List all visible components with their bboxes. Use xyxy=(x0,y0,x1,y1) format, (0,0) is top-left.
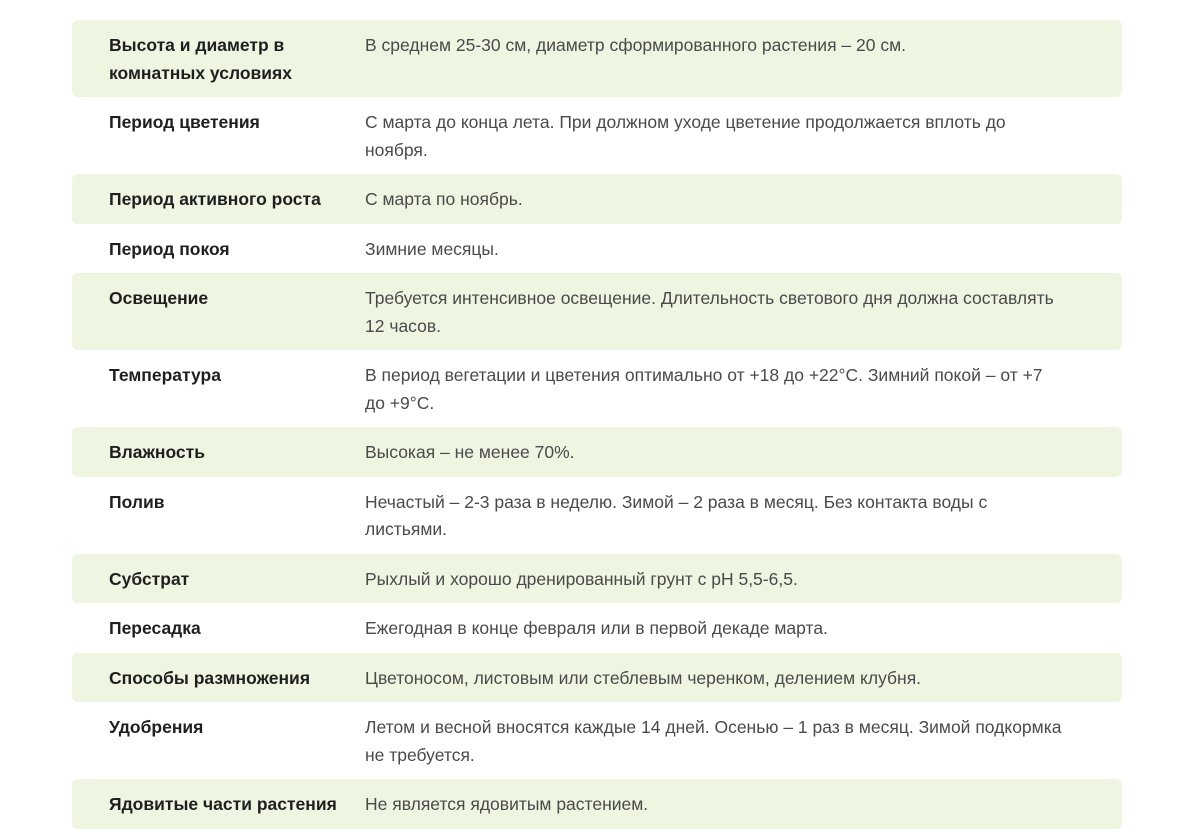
row-label xyxy=(72,32,365,87)
row-value: Требуется интенсивное освещение. Длительность светового дня должна составлять 12 часов. xyxy=(365,288,1054,336)
row-label-line: комнатных условиях xyxy=(109,62,292,83)
row-value: Рыхлый и хорошо дренированный грунт с pH 5,5-6,5. xyxy=(365,568,798,589)
row-label: Период активного роста xyxy=(109,189,321,209)
row-value: Цветоносом, листовым или стеблевым черенком, делением клубня. xyxy=(365,667,922,688)
row-label: Период покоя xyxy=(109,238,230,259)
row-label: Полив xyxy=(109,491,165,512)
table-row xyxy=(72,702,1122,779)
row-value: Высокая – не менее 70%. xyxy=(365,442,575,462)
row-value: Не является ядовитым растением. xyxy=(365,794,649,814)
table-row xyxy=(72,174,1122,224)
table-row xyxy=(72,350,1122,427)
row-label: Влажность xyxy=(109,442,205,462)
row-label-line: Высота и диаметр в xyxy=(109,35,285,55)
row-value: Зимние месяцы. xyxy=(365,238,499,259)
table-row xyxy=(72,273,1122,350)
table-row xyxy=(72,779,1122,829)
table-row xyxy=(72,427,1122,477)
table-row xyxy=(72,477,1122,554)
row-value: С марта до конца лета. При должном уходе цветение продолжается вплоть до ноября. xyxy=(365,112,1006,160)
row-label: Ядовитые части растения xyxy=(109,794,337,814)
row-value: В период вегетации и цветения оптимально от +18 до +22°С. Зимний покой – от +7 до +9°С. xyxy=(365,365,1043,413)
row-value: Ежегодная в конце февраля или в первой декаде марта. xyxy=(365,618,828,638)
table-row xyxy=(72,224,1122,274)
table-row xyxy=(72,20,1122,97)
row-label: Субстрат xyxy=(109,568,190,589)
row-label: Пересадка xyxy=(109,618,201,638)
row-label: Способы размножения xyxy=(109,667,311,688)
row-value: Нечастый – 2-3 раза в неделю. Зимой – 2 раза в месяц. Без контакта воды с листьями. xyxy=(365,491,988,539)
row-value: Летом и весной вносятся каждые 14 дней. Осенью – 1 раз в месяц. Зимой подкормка не требуется. xyxy=(365,717,1062,765)
plant-care-table xyxy=(72,20,1122,829)
row-value: С марта по ноябрь. xyxy=(365,189,523,209)
table-row xyxy=(72,603,1122,653)
table-row xyxy=(72,653,1122,703)
table-row xyxy=(72,554,1122,604)
row-label: Удобрения xyxy=(109,717,204,737)
row-label: Температура xyxy=(109,365,221,385)
row-value: В среднем 25-30 см, диаметр сформированного растения – 20 см. xyxy=(365,35,906,55)
row-label: Период цветения xyxy=(109,112,260,132)
row-label: Освещение xyxy=(109,288,209,308)
table-row xyxy=(72,97,1122,174)
